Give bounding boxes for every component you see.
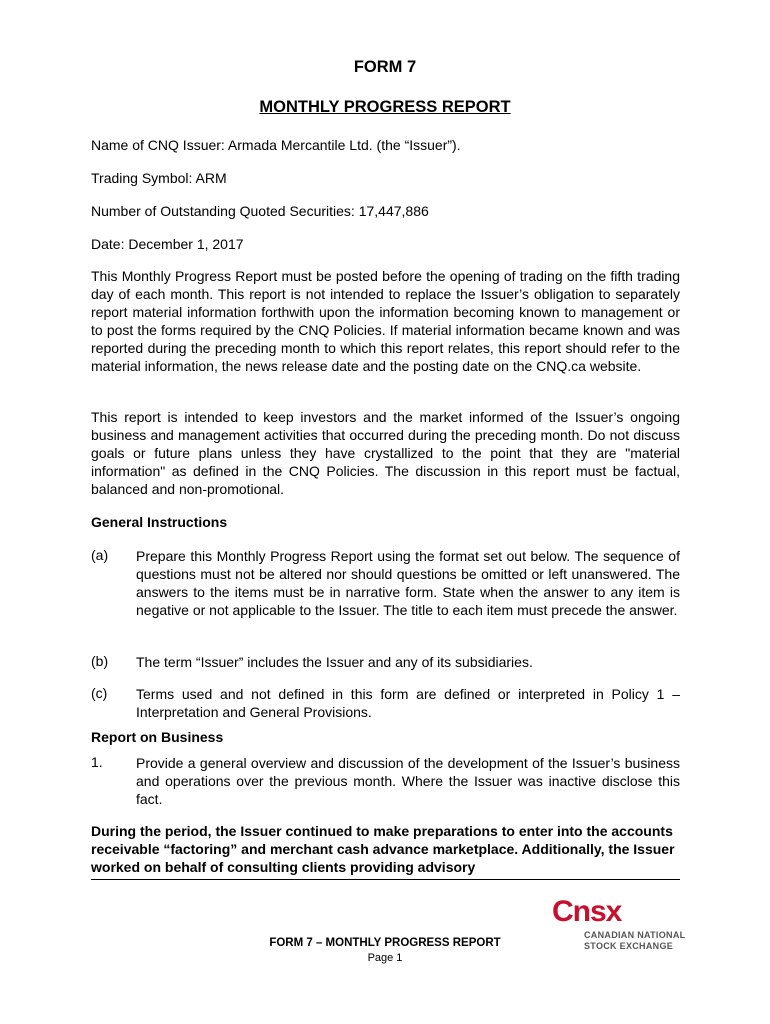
instruction-b-label: (b)	[91, 653, 109, 669]
outstanding-securities-line: Number of Outstanding Quoted Securities: 17,447,886	[91, 203, 429, 219]
instruction-b-text: The term “Issuer” includes the Issuer and any of its subsidiaries.	[136, 654, 533, 670]
intro-paragraph-2: This report is intended to keep investors and the market informed of the Issuer’s ongoing business and management activities that occurred during the preceding month. Do not discuss goals or future plans unless they have crystallized to the point that they are "material information" as defined in the CNQ Policies. The discussion in this report must be factual, balanced and non-promotional.	[91, 409, 680, 497]
footer-title: FORM 7 – MONTHLY PROGRESS REPORT	[269, 937, 501, 949]
form-title: FORM 7	[353, 58, 417, 76]
general-instructions-heading: General Instructions	[91, 514, 228, 530]
date-line: Date: December 1, 2017	[91, 236, 244, 252]
cnsx-logo	[548, 895, 688, 955]
cnsx-logo-line1: CANADIAN NATIONAL	[584, 930, 686, 940]
cnsx-logo-line2: STOCK EXCHANGE	[584, 941, 674, 951]
instruction-c-text: Terms used and not defined in this form are defined or interpreted in Policy 1 – Interpretation and General Provisions.	[136, 686, 680, 720]
report-title: MONTHLY PROGRESS REPORT	[259, 98, 511, 116]
trading-symbol-line: Trading Symbol: ARM	[91, 170, 227, 186]
report-on-business-heading: Report on Business	[91, 729, 224, 745]
business-answer: During the period, the Issuer continued to make preparations to enter into the accounts receivable “factoring” and merchant cash advance marketplace. Additionally, the Issuer worked on behalf of consulting clients providing advisory	[91, 823, 675, 875]
instruction-c-label: (c)	[91, 685, 108, 701]
instruction-a-label: (a)	[91, 547, 109, 563]
intro-paragraph-1: This Monthly Progress Report must be posted before the opening of trading on the fifth trading day of each month. This report is not intended to replace the Issuer’s obligation to separately report material information forthwith upon the information becoming known to management or to post the forms required by the CNQ Policies. If material information became known and was reported during the preceding month to which this report relates, this report should refer to the material information, the news release date and the posting date on the CNQ.ca website.	[91, 268, 680, 374]
business-item-1-label: 1.	[91, 754, 103, 770]
instruction-a-text: Prepare this Monthly Progress Report using the format set out below. The sequence of questions must not be altered nor should questions be omitted or left unanswered. The answers to the items must be in narrative form. State when the answer to any item is negative or not applicable to the Issuer. The title to each item must precede the answer.	[136, 548, 680, 618]
footer-page-number: Page 1	[367, 952, 403, 964]
footer-divider	[91, 879, 680, 880]
issuer-name-line: Name of CNQ Issuer: Armada Mercantile Ltd. (the “Issuer”).	[91, 137, 461, 153]
cnsx-logo-wordmark: Cnsx	[552, 895, 622, 928]
business-item-1-text: Provide a general overview and discussion of the development of the Issuer’s business and operations over the previous month. Where the Issuer was inactive disclose this fact.	[136, 755, 680, 807]
